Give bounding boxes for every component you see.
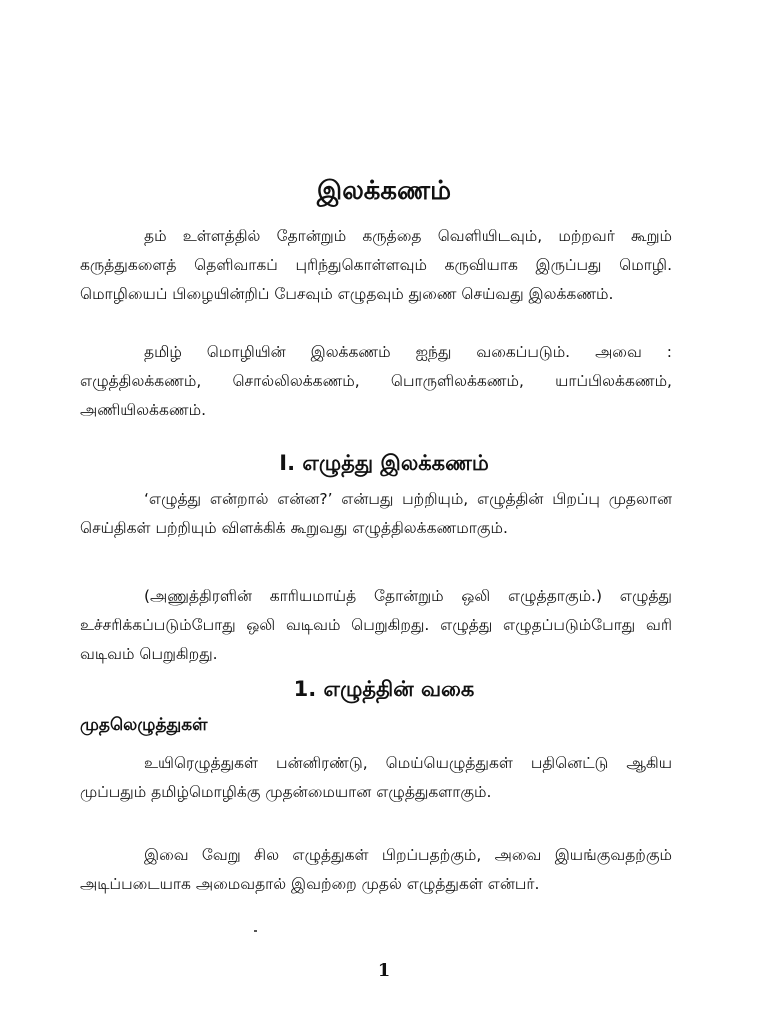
section-title: I. எழுத்து இலக்கணம் <box>279 451 489 475</box>
page-title: இலக்கணம் <box>316 176 452 206</box>
subsection-title: 1. எழுத்தின் வகை <box>293 677 475 701</box>
subsection-paragraph-1: உயிரெழுத்துகள் பன்னிரண்டு, மெய்யெழுத்துகள் பதினெட்டு ஆகிய முப்பதும் தமிழ்மொழிக்கு முதன்மையான எழுத்துகளாகும். <box>80 754 672 801</box>
intro-paragraph-2: தமிழ் மொழியின் இலக்கணம் ஐந்து வகைப்படும். அவை : எழுத்திலக்கணம், சொல்லிலக்கணம், பொருளிலக்கணம், யாப்பிலக்கணம், அணியிலக்கணம். <box>80 343 672 419</box>
subsection-paragraph-2: இவை வேறு சில எழுத்துகள் பிறப்பதற்கும், அவை இயங்குவதற்கும் அடிப்படையாக அமைவதால் இவற்றை முதல் எழுத்துகள் என்பர். <box>80 846 672 893</box>
section-paragraph-1: ‘எழுத்து என்றால் என்ன?’ என்பது பற்றியும், எழுத்தின் பிறப்பு முதலான செய்திகள் பற்றியும் விளக்கிக் கூறுவது எழுத்திலக்கணமாகும். <box>80 490 672 537</box>
intro-paragraph-1: தம் உள்ளத்தில் தோன்றும் கருத்தை வெளியிடவும், மற்றவர் கூறும் கருத்துகளைத் தெளிவாகப் புரிந்துகொள்ளவும் கருவியாக இருப்பது மொழி. மொழியைப் பிழையின்றிப் பேசவும் எழுதவும் துணை செய்வது இலக்கணம். <box>80 227 672 303</box>
section-paragraph-2: (அணுத்திரளின் காரியமாய்த் தோன்றும் ஒலி எழுத்தாகும்.) எழுத்து உச்சரிக்கப்படும்போது ஒலி வடிவம் பெறுகிறது. எழுத்து எழுதப்படும்போது வரி வடிவம் பெறுகிறது. <box>80 587 672 663</box>
page-number: 1 <box>377 960 391 981</box>
scan-speck <box>254 930 257 932</box>
subheading: முதலெழுத்துகள் <box>80 715 208 735</box>
